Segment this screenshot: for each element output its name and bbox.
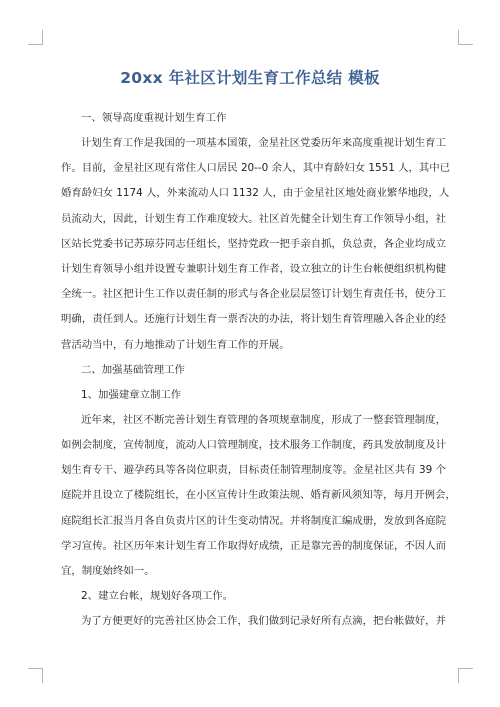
paragraph-line: 区站长党委书记苏琼芬同志任组长，坚持党政一把手亲自抓，负总责，各企业均成立 xyxy=(61,237,446,250)
paragraph-line: 近年来，社区不断完善计划生育管理的各项规章制度，形成了一整套管理制度， xyxy=(81,413,446,426)
document-body xyxy=(61,106,456,634)
crop-mark-top-right xyxy=(458,30,473,45)
paragraph-line: 宜，制度始终如一。 xyxy=(61,565,155,578)
paragraph-line: 计划生育领导小组并设置专兼职计划生育工作者，设立独立的计生台帐便组织机构健 xyxy=(61,263,446,276)
paragraph-line: 明确，责任到人。还施行计划生育一票否决的办法，将计划生育管理融入各企业的经 xyxy=(61,313,446,326)
paragraph-line: 营活动当中，有力地推动了计划生育工作的开展。 xyxy=(61,338,290,351)
subsection-heading: 2、建立台帐，规划好各项工作。 xyxy=(81,590,234,603)
paragraph-line: 为了方便更好的完善社区协会工作，我们做到记录好所有点滴，把台帐做好，并 xyxy=(81,615,446,628)
paragraph-line: 庭院并且设立了楼院组长，在小区宣传计生政策法规、婚育新风须知等，每月开例会， xyxy=(61,489,456,502)
section-heading: 一、领导高度重视计划生育工作 xyxy=(81,112,227,124)
paragraph-line: 全统一。社区把计生工作以责任制的形式与各企业层层签订计划生育责任书，使分工 xyxy=(61,288,446,301)
section-heading: 二、加强基础管理工作 xyxy=(81,363,185,376)
paragraph-line: 如例会制度，宣传制度，流动人口管理制度，技术服务工作制度，药具发放制度及计 xyxy=(61,439,446,452)
paragraph-line: 员流动大，因此，计划生育工作难度较大。社区首先健全计划生育工作领导小组，社 xyxy=(61,212,446,225)
paragraph-line: 计划生育工作是我国的一项基本国策，金星社区党委历年来高度重视计划生育工 xyxy=(81,137,446,149)
paragraph-line: 学习宣传。社区历年来计划生育工作取得好成绩，正是靠完善的制度保证，不因人而 xyxy=(61,539,446,552)
crop-mark-top-left xyxy=(28,30,43,45)
paragraph-line: 婚育龄妇女 1174 人，外来流动人口 1132 人，由于金星社区地处商业繁华地段，人 xyxy=(61,187,450,200)
paragraph-line: 庭院组长汇报当月各自负责片区的计生变动情况。并将制度汇编成册，发放到各庭院 xyxy=(61,514,446,527)
paragraph-line: 作。目前，金星社区现有常住人口居民 20--0 余人，其中育龄妇女 1551 人，其中已 xyxy=(61,162,451,175)
document-title: 20xx 年社区计划生育工作总结 模板 xyxy=(120,69,380,87)
subsection-heading: 1、加强建章立制工作 xyxy=(81,388,182,401)
paragraph-line: 划生育专干、避孕药具等各岗位职责，目标责任制管理制度等。金星社区共有 39 个 xyxy=(61,464,446,477)
crop-mark-bottom-left xyxy=(28,668,43,683)
crop-mark-bottom-right xyxy=(458,668,473,683)
